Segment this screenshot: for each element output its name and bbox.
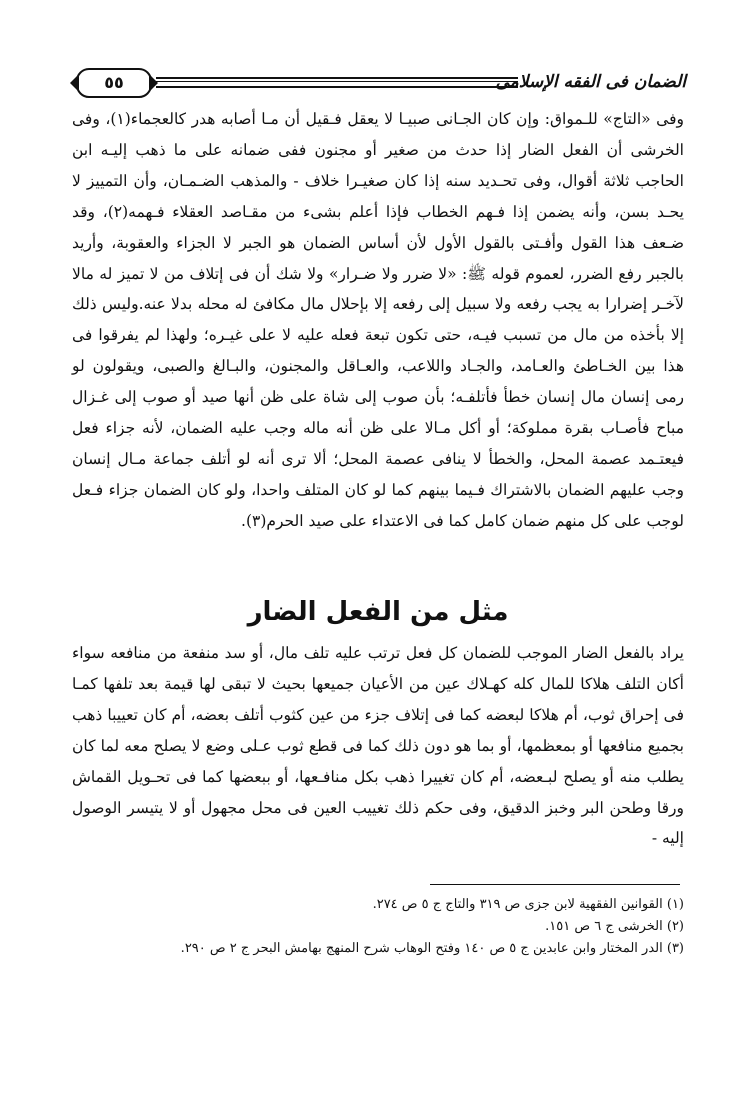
footnote-3: (٣) الدر المختار وابن عابدين ج ٥ ص ١٤٠ وفتح الوهاب شرح المنهج بهامش البحر ج ٢ ص ٢٩٠.: [180, 941, 684, 956]
header-rule: [156, 77, 518, 88]
body-paragraph-2: يراد بالفعل الضار الموجب للضمان كل فعل ترتب عليه تلف مال، أو سد منفعة من منافعه سواء أكان التلف هلاكا للمال كله كهـلاك عين من الأعيان جميعها بحيث لا تبقى لها قيمة بعد تلفها كمـا فى إحراق ثوب، أم هلاكا لبعضه كما فى إتلاف جزء من عين كثوب أتلف بعضه، أم كان تعييبا ذهب بجميع منافعها أو بمعظمها، أو بما هو دون ذلك كما فى قطع ثوب عـلى وضع لا يصلح معه لما كان يطلب منه أو يصلح لبـعضه، أم كان تغييرا ذهب بكل منافـعها، أو ببعضها كما فى تحـويل القماش ورقا وطحن البر وخبز الدقيق، وفى حكم ذلك تغييب العين فى محل مجهول أو لا يتيسر الوصول إليه -: [72, 644, 685, 848]
body-paragraph-1: وفى «التاج» للـمواق: وإن كان الجـانى صبيـا لا يعقل فـقيل أن مـا أصابه هدر كالعجماء(١)، وفى الخرشى أن الفعل الضار إذا حدث من صغير أو مجنون ففى ضمانه على ما ذهب إليـه ابن الحاجب ثلاثة أقوال، وفى تحـديد سنه إذا كان صغيـرا خلاف - والمذهب الضـمـان، وأن التمييز لا يحـد بسن، وأنه يضمن إذا فـهم الخطاب فإذا أعلم بشىء من مقـاصد العقلاء فـهمه(٢)، وقد ضـعف هذا القول وأفـتى بالقول الأول لأن أساس الضمان هو الجبر لا الجزاء والعقوبة، وأريد بالجبر رفع الضرر، لعموم قوله ﷺ: «لا ضرر ولا ضـرار» ولا شك أن فى إتلاف من لا تميز له مالا لآخـر إضرارا به يجب رفعه ولا سبيل إلى رفعه إلا بإحلال مال مكافئ له محله بدلا عنه.وليس ذلك إلا بأخذه من مال من تسبب فيـه، حتى تكون تبعة فعله عليه لا على غيـره؛ ولهذا لم يفرقوا فى هذا بين الخـاطئ والعـامد، والجـاد واللاعب، والعـاقل والمجنون، والبـالغ والصبى، ويقولون لو رمى إنسان مال إنسان خطأ فأتلفـه؛ بأن صوب إلى شاة على ظن أنها صيد أو صوب إلى غـزال مباح فأصـاب بقرة مملوكة؛ أو أكل مـالا على ظن أنه ماله وجب عليه الضمان، لأنه جزاء فعل فيعتـمد عصمة المحل، والخطأ لا ينافى عصمة المحل؛ ألا ترى أنه لو أتلف جماعة مـال إنسان وجب عليهم الضمان بالاشتراك فـيما بينهم كما لو كان المتلف واحدا، ولو كان الضمان جزاء فـعل لوجب على كل منهم ضمان كامل كما فى الاعتداء على صيد الحرم(٣).: [72, 110, 684, 530]
header-rule-inner: [156, 81, 518, 82]
section-heading: مثل من الفعل الضار: [247, 597, 509, 627]
page-number-badge: [76, 68, 152, 98]
running-title: الضمان فى الفقه الإسلامى: [495, 72, 686, 92]
footnotes-list: [72, 894, 684, 960]
footnote-1: (١) القوانين الفقهية لابن جزى ص ٣١٩ والتاج ج ٥ ص ٢٧٤.: [372, 897, 684, 912]
badge-arrow-left-icon: [70, 74, 79, 92]
badge-arrow-right-icon: [149, 74, 158, 92]
footnote-separator: [430, 884, 680, 885]
page-number: ٥٥: [104, 73, 124, 92]
footnote-2: (٢) الخرشى ج ٦ ص ١٥١.: [545, 919, 684, 934]
page-header: [72, 68, 686, 102]
